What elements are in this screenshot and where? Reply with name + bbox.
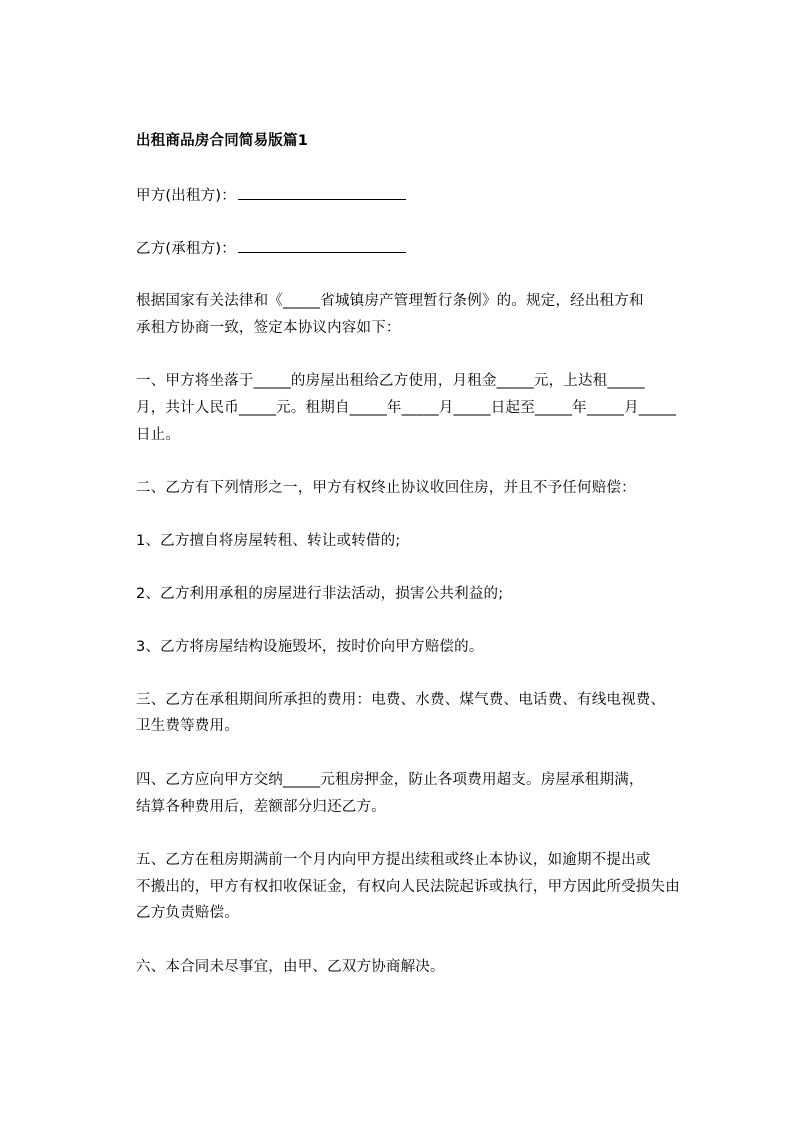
paragraph-line: 乙方负责赔偿。 <box>136 905 239 921</box>
paragraph-line: 三、乙方在承租期间所承担的费用：电费、水费、煤气费、电话费、有线电视费、 <box>136 692 666 708</box>
document-title: 出租商品房合同简易版篇1 <box>136 133 308 149</box>
paragraph-line: 五、乙方在租房期满前一个月内向甲方提出续租或终止本协议，如逾期不提出或 <box>136 852 651 868</box>
paragraph-line: 结算各种费用后，差额部分归还乙方。 <box>136 799 386 815</box>
party-a-blank-field <box>238 185 406 200</box>
party-a-label: 甲方(出租方)： <box>136 188 236 204</box>
paragraph-line: 四、乙方应向甲方交纳_____元租房押金，防止各项费用超支。房屋承租期满， <box>136 772 644 788</box>
party-a-line <box>136 185 406 206</box>
party-b-line <box>136 238 406 259</box>
paragraph-line: 承租方协商一致，签定本协议内容如下： <box>136 320 401 336</box>
paragraph-line: 六、本合同未尽事宜，由甲、乙双方协商解决。 <box>136 959 445 975</box>
party-b-blank-field <box>238 238 406 253</box>
paragraph-line: 不搬出的，甲方有权扣收保证金，有权向人民法院起诉或执行，甲方因此所受损失由 <box>136 879 680 895</box>
paragraph-line: 卫生费等费用。 <box>136 718 239 734</box>
paragraph-line: 月，共计人民币_____元。租期自_____年_____月_____日起至_____年_____月_____ <box>136 400 677 416</box>
list-item: 2、乙方利用承租的房屋进行非法活动，损害公共利益的; <box>136 586 504 602</box>
paragraph-line: 二、乙方有下列情形之一，甲方有权终止协议收回住房，并且不予任何赔偿： <box>136 480 636 496</box>
paragraph-line: 根据国家有关法律和《_____省城镇房产管理暂行条例》的。规定，经出租方和 <box>136 293 644 309</box>
paragraph-line: 一、甲方将坐落于_____的房屋出租给乙方使用，月租金_____元，上达租_____ <box>136 373 645 389</box>
list-item: 1、乙方擅自将房屋转租、转让或转借的; <box>136 533 401 549</box>
paragraph-line: 日止。 <box>136 427 181 443</box>
list-item: 3、乙方将房屋结构设施毁坏，按时价向甲方赔偿的。 <box>136 639 484 655</box>
party-b-label: 乙方(承租方)： <box>136 241 236 257</box>
